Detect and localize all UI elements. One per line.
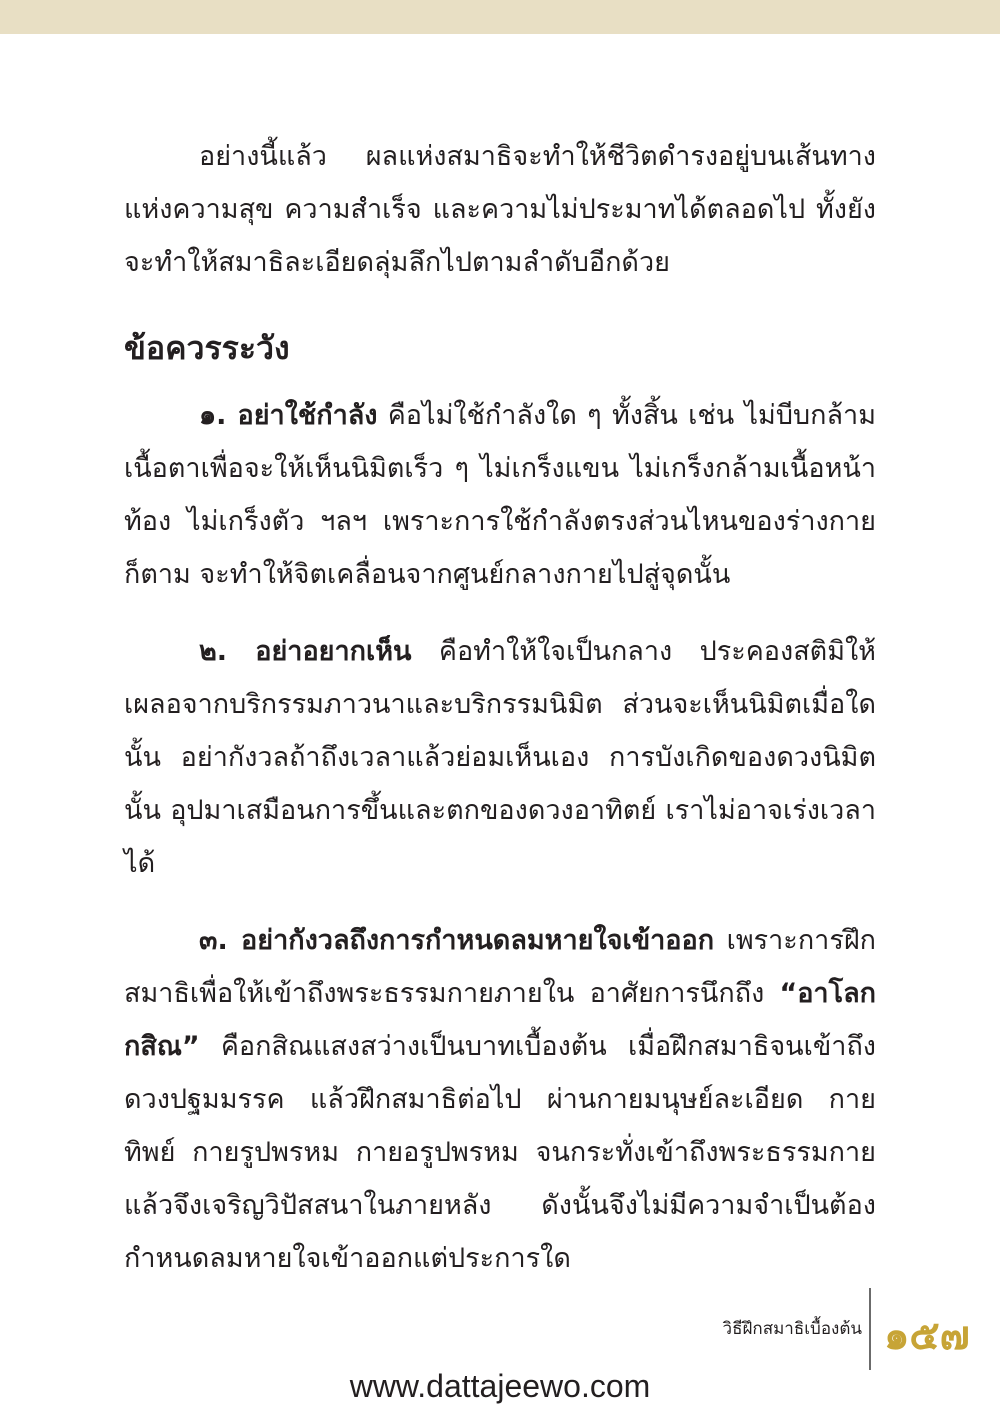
website-url: www.dattajeewo.com [349,1368,651,1404]
footer-divider [869,1288,871,1370]
caution-item-3 [124,914,876,1285]
caution-item-3-title: ๓. อย่ากังวลถึงการกำหนดลมหายใจเข้าออก [199,925,715,956]
section-heading: ข้อควรระวัง [124,329,290,367]
caution-item-1-text: คือไม่ใช้กำลังใด ๆ ทั้งสิ้น เช่น ไม่บีบกล้ามเนื้อตาเพื่อจะให้เห็นนิมิตเร็ว ๆ ไม่เกร็งแขน ไม่เกร็งกล้ามเนื้อหน้าท้อง ไม่เกร็งตัว ฯลฯ เพราะการใช้กำลังตรงส่วนไหนของร่างกายก็ตาม จะทำให้จิตเคลื่อนจากศูนย์กลางกายไปสู่จุดนั้น [124,400,876,590]
book-title: วิธีฝึกสมาธิเบื้องต้น [722,1319,862,1339]
caution-item-1-title: ๑. อย่าใช้กำลัง [199,400,378,431]
caution-item-3-text-after: คือกสิณแสงสว่างเป็นบาทเบื้องต้น เมื่อฝึกสมาธิจนเข้าถึงดวงปฐมมรรค แล้วฝึกสมาธิต่อไป ผ่านกายมนุษย์ละเอียด กายทิพย์ กายรูปพรหม กายอรูปพรหม จนกระทั่งเข้าถึงพระธรรมกายแล้วจึงเจริญวิปัสสนาในภายหลัง ดังนั้นจึงไม่มีความจำเป็นต้องกำหนดลมหายใจเข้าออกแต่ประการใด [124,1031,876,1274]
top-decorative-band [0,0,1000,34]
caution-item-2-text: คือทำให้ใจเป็นกลาง ประคองสติมิให้เผลอจากบริกรรมภาวนาและบริกรรมนิมิต ส่วนจะเห็นนิมิตเมื่อใดนั้น อย่ากังวลถ้าถึงเวลาแล้วย่อมเห็นเอง การบังเกิดของดวงนิมิตนั้น อุปมาเสมือนการขึ้นและตกของดวงอาทิตย์ เราไม่อาจเร่งเวลาได้ [124,636,876,879]
page-number: ๑๕๗ [884,1313,970,1359]
page-content [124,130,876,1285]
intro-paragraph: อย่างนี้แล้ว ผลแห่งสมาธิจะทำให้ชีวิตดำรงอยู่บนเส้นทางแห่งความสุข ความสำเร็จ และความไม่ประมาทได้ตลอดไป ทั้งยังจะทำให้สมาธิละเอียดลุ่มลึกไปตามลำดับอีกด้วย [124,141,876,278]
caution-item-2 [124,625,876,890]
caution-item-1 [124,389,876,601]
caution-item-3-text-before: เพราะการฝึกสมาธิเพื่อให้เข้าถึงพระธรรมกายภายใน อาศัยการนึกถึง [124,925,876,1009]
caution-item-3-emphasis: “อาโลกกสิณ” [124,978,876,1062]
caution-item-2-title: ๒. อย่าอยากเห็น [199,636,412,667]
